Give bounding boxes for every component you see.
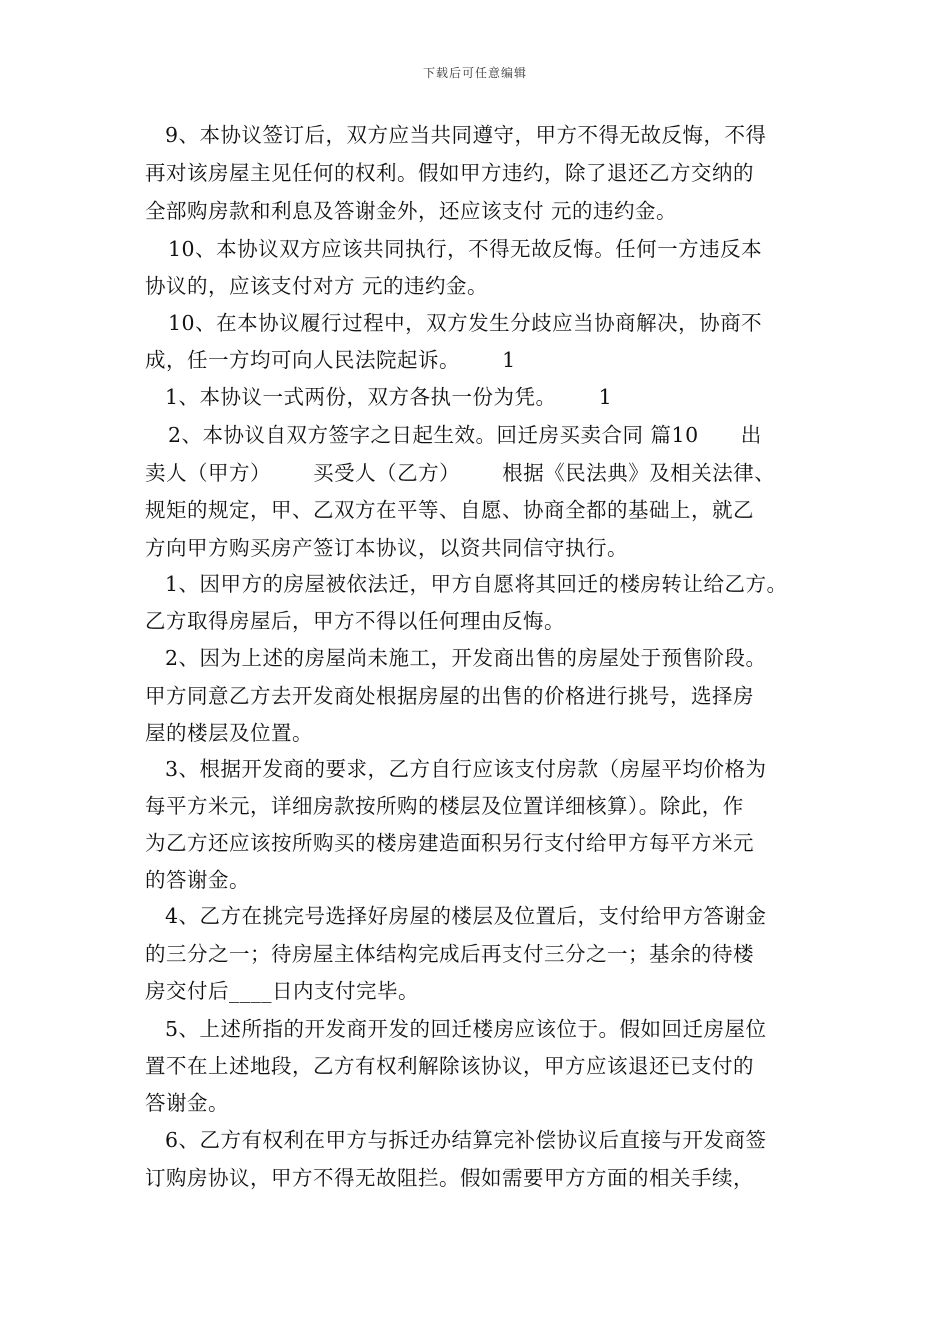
text-line: 协议的，应该支付对方 元的违约金。 — [145, 274, 489, 298]
page-header: 下载后可任意编辑 — [422, 66, 527, 80]
text-line: 的三分之一；待房屋主体结构完成后再支付三分之一；基余的待楼 — [145, 942, 754, 966]
text-line: 屋的楼层及位置。 — [145, 721, 313, 745]
text-line: 房交付后____日内支付完毕。 — [145, 979, 419, 1003]
text-line: 3、根据开发商的要求，乙方自行应该支付房款（房屋平均价格为 — [165, 757, 767, 781]
text-line: 甲方同意乙方去开发商处根据房屋的出售的价格进行挑号，选择房 — [145, 684, 754, 708]
text-line: 为乙方还应该按所购买的楼房建造面积另行支付给甲方每平方米元 — [145, 831, 754, 855]
text-line: 10、在本协议履行过程中，双方发生分歧应当协商解决，协商不 — [168, 311, 763, 335]
text-line: 1、因甲方的房屋被依法迁，甲方自愿将其回迁的楼房转让给乙方。 — [165, 572, 788, 596]
text-line: 规矩的规定，甲、乙双方在平等、自愿、协商全都的基础上，就乙 — [145, 498, 754, 522]
text-line: 订购房协议，甲方不得无故阻拦。假如需要甲方方面的相关手续， — [145, 1166, 754, 1190]
text-line: 置不在上述地段，乙方有权利解除该协议，甲方应该退还已支付的 — [145, 1054, 754, 1078]
text-line: 10、本协议双方应该共同执行，不得无故反悔。任何一方违反本 — [168, 237, 763, 261]
text-line: 9、本协议签订后，双方应当共同遵守，甲方不得无故反悔，不得 — [165, 123, 767, 147]
text-line: 答谢金。 — [145, 1091, 229, 1115]
text-line: 1、本协议一式两份，双方各执一份为凭。 1 — [165, 385, 613, 409]
text-line: 2、本协议自双方签字之日起生效。回迁房买卖合同 篇10 出 — [168, 423, 762, 447]
text-line: 每平方米元，详细房款按所购的楼层及位置详细核算）。除此，作 — [145, 794, 744, 818]
text-line: 方向甲方购买房产签订本协议，以资共同信守执行。 — [145, 536, 628, 560]
text-line: 6、乙方有权利在甲方与拆迁办结算完补偿协议后直接与开发商签 — [165, 1128, 767, 1152]
text-line: 4、乙方在挑完号选择好房屋的楼层及位置后，支付给甲方答谢金 — [165, 904, 767, 928]
text-line: 5、上述所指的开发商开发的回迁楼房应该位于。假如回迁房屋位 — [165, 1017, 767, 1041]
text-line: 全部购房款和利息及答谢金外，还应该支付 元的违约金。 — [145, 199, 678, 223]
text-line: 2、因为上述的房屋尚未施工，开发商出售的房屋处于预售阶段。 — [165, 646, 767, 670]
text-line: 的答谢金。 — [145, 868, 250, 892]
text-line: 成，任一方均可向人民法院起诉。 1 — [145, 348, 516, 372]
text-line: 乙方取得房屋后，甲方不得以任何理由反悔。 — [145, 609, 565, 633]
text-line: 卖人（甲方） 买受人（乙方） 根据《民法典》及相关法律、 — [145, 461, 776, 485]
text-line: 再对该房屋主见任何的权利。假如甲方违约，除了退还乙方交纳的 — [145, 161, 754, 185]
